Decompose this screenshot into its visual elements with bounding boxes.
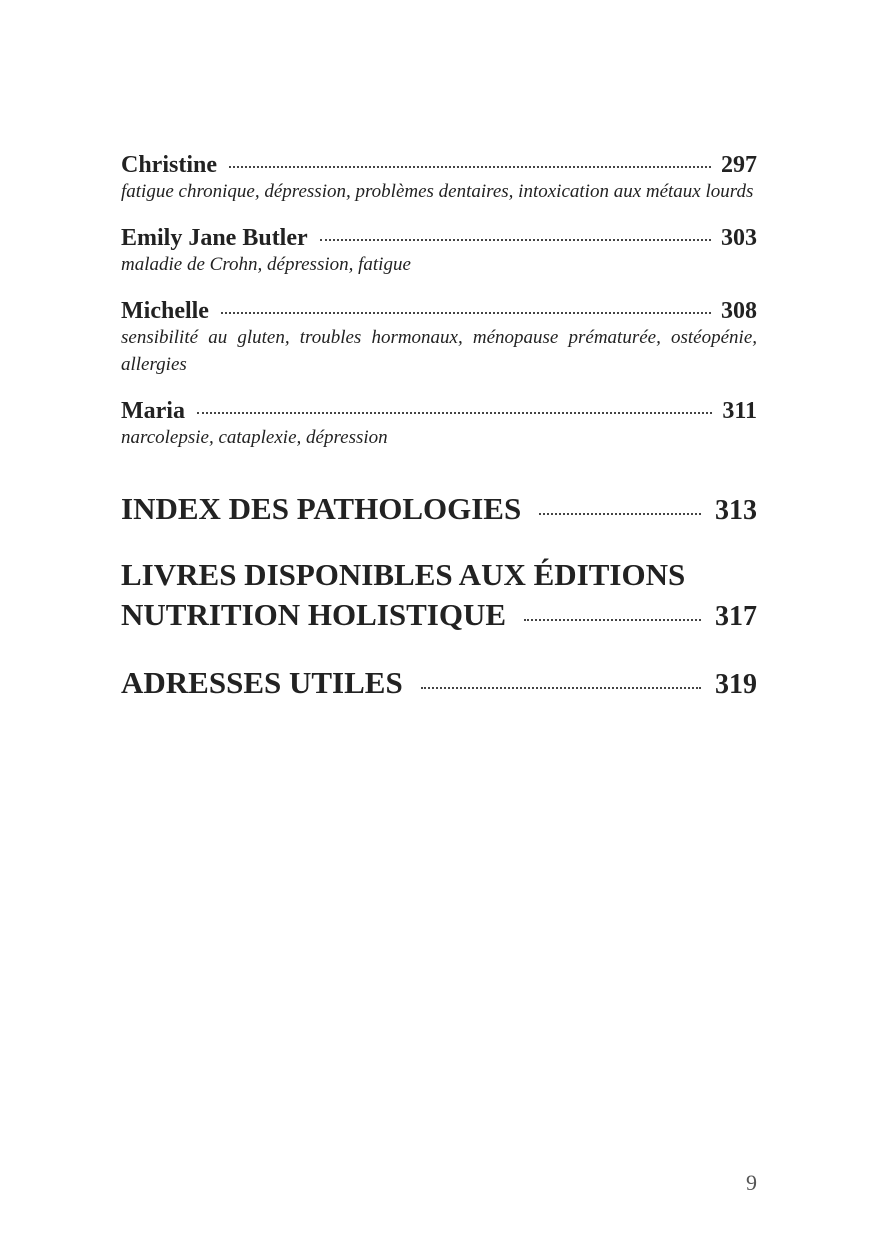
- toc-entry-line: [121, 150, 757, 180]
- toc-entry-title: Maria: [121, 398, 185, 424]
- toc-section[interactable]: [121, 555, 757, 637]
- page-number: 9: [746, 1170, 757, 1195]
- toc-section-title-continued: NUTRITION HOLISTIQUE: [121, 597, 507, 632]
- toc-entry-description: sensibilité au gluten, troubles hormonaux, ménopause prématurée, ostéopénie, allergies: [121, 327, 757, 375]
- toc-entry-title: Michelle: [121, 298, 209, 324]
- toc-section-title: INDEX DES PATHOLOGIES: [121, 491, 522, 526]
- toc-entry-description: maladie de Crohn, dépression, fatigue: [121, 254, 411, 275]
- toc-section-page-number: 317: [715, 601, 757, 632]
- toc-section-title: ADRESSES UTILES: [121, 665, 403, 700]
- toc-entry-line: [121, 223, 757, 253]
- dot-leader: [539, 513, 701, 515]
- toc-entry-page-number: 311: [722, 398, 757, 424]
- toc-entry[interactable]: [121, 396, 757, 451]
- dot-leader: [421, 687, 701, 689]
- toc-entry-page-number: 308: [721, 298, 757, 324]
- toc-entry-description: narcolepsie, cataplexie, dépression: [121, 427, 388, 448]
- toc-section-page-number: 319: [715, 669, 757, 700]
- toc-entry-page-number: 297: [721, 152, 757, 178]
- toc-section[interactable]: [121, 489, 757, 531]
- dot-leader: [221, 312, 711, 314]
- dot-leader: [197, 412, 712, 414]
- toc-section[interactable]: [121, 663, 757, 705]
- dot-leader: [320, 239, 711, 241]
- toc-section-line: [121, 663, 757, 705]
- dot-leader: [229, 166, 711, 168]
- toc-entry-line: [121, 396, 757, 426]
- toc-entry-description: fatigue chronique, dépression, problèmes dentaires, intoxication aux métaux lourds: [121, 181, 754, 202]
- toc-section-line: [121, 489, 757, 531]
- toc-entry[interactable]: [121, 296, 757, 378]
- table-of-contents: [121, 150, 757, 705]
- toc-section-title: LIVRES DISPONIBLES AUX ÉDITIONS: [121, 557, 686, 592]
- toc-entry-page-number: 303: [721, 225, 757, 251]
- toc-entry-title: Christine: [121, 152, 217, 178]
- toc-entry-line: [121, 296, 757, 326]
- toc-section-page-number: 313: [715, 495, 757, 526]
- toc-section-line: [121, 595, 757, 637]
- toc-entry[interactable]: [121, 150, 757, 205]
- toc-entry[interactable]: [121, 223, 757, 278]
- dot-leader: [524, 619, 701, 621]
- toc-entry-title: Emily Jane Butler: [121, 225, 308, 251]
